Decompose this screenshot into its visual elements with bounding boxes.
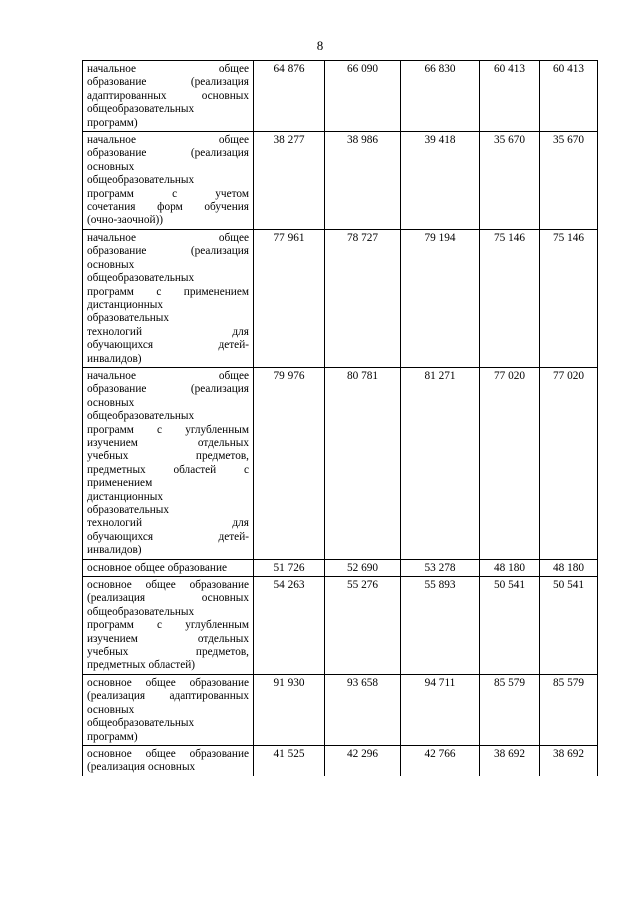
- value-cell: 75 146: [540, 229, 598, 367]
- value-cell: 38 692: [480, 745, 540, 775]
- description-line: (реализация адаптированных: [87, 690, 249, 703]
- description-line: начальное общее: [87, 63, 249, 75]
- description-line: обучающихся детей-: [87, 530, 249, 543]
- description-line: изучением отдельных: [87, 632, 249, 645]
- description-line: общеобразовательных: [87, 174, 195, 187]
- description-line: образование (реализация: [87, 383, 249, 396]
- description-line: предметных областей): [87, 659, 196, 672]
- value-cell: 94 711: [401, 674, 480, 745]
- row-description: [83, 674, 254, 745]
- description-line: основное общее образование: [87, 676, 249, 689]
- row-description: [83, 61, 254, 132]
- value-cell: 66 830: [401, 61, 480, 132]
- description-line: (очно-заочной)): [87, 214, 164, 227]
- description-line: образование (реализация: [87, 147, 249, 160]
- description-line: начальное общее: [87, 134, 249, 147]
- value-cell: 48 180: [480, 559, 540, 576]
- description-line: общеобразовательных: [87, 717, 195, 730]
- value-cell: 42 766: [401, 745, 480, 775]
- value-cell: 35 670: [540, 132, 598, 230]
- table-row: [83, 367, 598, 559]
- description-line: образование (реализация: [87, 76, 249, 89]
- value-cell: 52 690: [325, 559, 401, 576]
- description-line: программ с углубленным: [87, 423, 249, 436]
- description-line: (реализация основных: [87, 592, 249, 605]
- description-line: образование (реализация: [87, 245, 249, 258]
- description-line: общеобразовательных: [87, 103, 195, 116]
- row-description: [83, 132, 254, 230]
- value-cell: 60 413: [480, 61, 540, 132]
- funding-table: [82, 60, 598, 776]
- value-cell: 66 090: [325, 61, 401, 132]
- page-number: 8: [316, 38, 324, 53]
- value-cell: 79 194: [401, 229, 480, 367]
- description-line: образовательных: [87, 504, 170, 516]
- value-cell: 54 263: [254, 577, 325, 675]
- description-line: образовательных: [87, 312, 170, 325]
- value-cell: 64 876: [254, 61, 325, 132]
- description-line: начальное общее: [87, 231, 249, 244]
- description-line: основных: [87, 258, 135, 271]
- table-row: [83, 745, 598, 775]
- description-line: инвалидов): [87, 544, 142, 557]
- description-line: дистанционных: [87, 298, 164, 311]
- description-line: технологий для: [87, 517, 249, 530]
- value-cell: 38 692: [540, 745, 598, 775]
- value-cell: 75 146: [480, 229, 540, 367]
- table-row: [83, 577, 598, 675]
- description-line: дистанционных: [87, 490, 164, 503]
- description-line: основное общее образование: [87, 579, 249, 592]
- description-line: программ с учетом: [87, 187, 249, 200]
- value-cell: 35 670: [480, 132, 540, 230]
- description-line: общеобразовательных: [87, 605, 195, 618]
- description-line: программ с углубленным: [87, 619, 249, 632]
- description-line: начальное общее: [87, 369, 249, 382]
- description-line: программ): [87, 116, 138, 129]
- row-description: [83, 577, 254, 675]
- value-cell: 50 541: [540, 577, 598, 675]
- value-cell: 38 986: [325, 132, 401, 230]
- description-line: основных: [87, 160, 135, 173]
- value-cell: 53 278: [401, 559, 480, 576]
- value-cell: 85 579: [540, 674, 598, 745]
- description-line: учебных предметов,: [87, 646, 249, 659]
- table-row: [83, 674, 598, 745]
- value-cell: 51 726: [254, 559, 325, 576]
- description-line: обучающихся детей-: [87, 339, 249, 352]
- value-cell: 77 961: [254, 229, 325, 367]
- row-description: [83, 559, 254, 576]
- description-line: адаптированных основных: [87, 89, 249, 102]
- value-cell: 38 277: [254, 132, 325, 230]
- value-cell: 85 579: [480, 674, 540, 745]
- description-line: общеобразовательных: [87, 410, 195, 423]
- description-line: основных: [87, 703, 135, 716]
- value-cell: 55 276: [325, 577, 401, 675]
- table-row: [83, 61, 598, 132]
- value-cell: 91 930: [254, 674, 325, 745]
- description-line: основных: [87, 396, 135, 409]
- value-cell: 77 020: [480, 367, 540, 559]
- value-cell: 93 658: [325, 674, 401, 745]
- description-line: программ с применением: [87, 285, 249, 298]
- value-cell: 79 976: [254, 367, 325, 559]
- description-line: применением: [87, 477, 153, 490]
- row-description: [83, 745, 254, 775]
- description-line: инвалидов): [87, 352, 142, 365]
- row-description: [83, 229, 254, 367]
- description-line: технологий для: [87, 325, 249, 338]
- value-cell: 60 413: [540, 61, 598, 132]
- description-line: основное общее образование: [87, 747, 249, 760]
- value-cell: 50 541: [480, 577, 540, 675]
- row-description: [83, 367, 254, 559]
- description-line: сочетания форм обучения: [87, 201, 249, 214]
- value-cell: 80 781: [325, 367, 401, 559]
- description-line: основное общее образование: [87, 561, 227, 574]
- description-line: предметных областей с: [87, 463, 249, 476]
- value-cell: 42 296: [325, 745, 401, 775]
- description-line: учебных предметов,: [87, 450, 249, 463]
- value-cell: 39 418: [401, 132, 480, 230]
- value-cell: 81 271: [401, 367, 480, 559]
- value-cell: 77 020: [540, 367, 598, 559]
- value-cell: 41 525: [254, 745, 325, 775]
- description-line: (реализация основных: [87, 761, 196, 774]
- description-line: программ): [87, 730, 138, 743]
- table-row: [83, 132, 598, 230]
- table-body: [83, 61, 598, 776]
- value-cell: 55 893: [401, 577, 480, 675]
- table-row: [83, 559, 598, 576]
- description-line: общеобразовательных: [87, 272, 195, 285]
- value-cell: 78 727: [325, 229, 401, 367]
- value-cell: 48 180: [540, 559, 598, 576]
- table-row: [83, 229, 598, 367]
- description-line: изучением отдельных: [87, 436, 249, 449]
